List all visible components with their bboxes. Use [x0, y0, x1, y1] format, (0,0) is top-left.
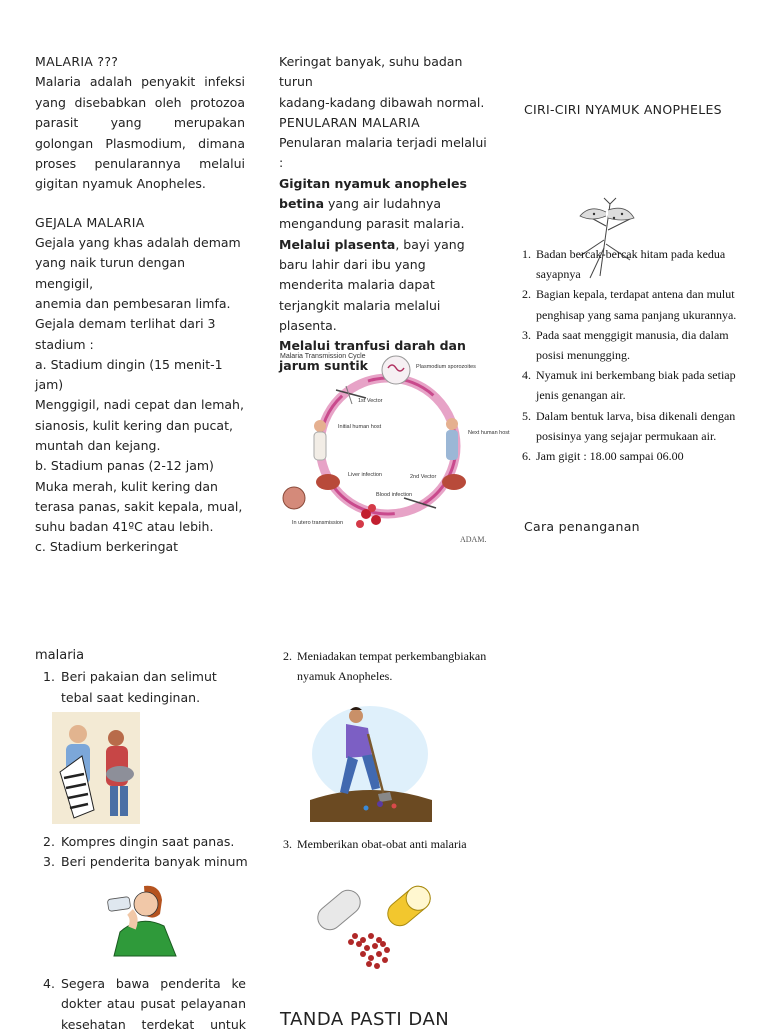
item-number: 1.: [43, 669, 55, 685]
item-text: Badan bercak-bercak hitam pada kedua sayapnya: [536, 247, 726, 282]
page2-mid-item3: [283, 834, 493, 854]
list-item: [43, 667, 245, 708]
item-number: 2.: [522, 287, 531, 302]
tanda-heading: [280, 1008, 500, 1032]
item-text: Beri penderita banyak minum: [61, 854, 248, 870]
item-number: 4.: [43, 976, 55, 991]
initial-host-icon: [314, 420, 326, 460]
next-host-label: Next human host: [468, 430, 510, 436]
drinking-illustration: [100, 882, 180, 958]
plasmodium-label: Plasmodium sporozoites: [416, 364, 476, 370]
item4-line: kesehatan terdekat untuk: [61, 1016, 246, 1032]
gigitan-text: [279, 174, 489, 235]
cara-title: Cara penanganan: [524, 519, 640, 534]
shivering-illustration: [52, 712, 140, 824]
drinking-man-icon: [100, 882, 180, 958]
malaria-word: malaria: [35, 648, 85, 663]
pills-illustration: [305, 878, 439, 972]
ciri-title: CIRI-CIRI NYAMUK ANOPHELES: [524, 102, 722, 117]
gejala-line: terasa panas, sakit kepala, mual,: [35, 498, 243, 514]
list-item: [522, 406, 744, 446]
item-number: 3.: [283, 837, 292, 851]
item-number: 5.: [522, 408, 531, 423]
item-number: 3.: [43, 854, 55, 870]
column-left: [35, 52, 245, 558]
cara-penanganan: [524, 517, 640, 537]
list-item: [283, 646, 493, 686]
gejala-line: yang naik turun dengan mengigil,: [35, 255, 185, 291]
gejala-title: GEJALA MALARIA: [35, 214, 145, 230]
vector1-label: 1st Vector: [358, 398, 383, 404]
gejala-line: stadium :: [35, 336, 94, 352]
item-number: 2.: [283, 649, 292, 663]
item-text: Beri pakaian dan selimut tebal saat kedinginan.: [61, 669, 217, 705]
gejala-line: c. Stadium berkeringat: [35, 539, 179, 555]
liver-left-icon: [316, 474, 340, 490]
gejala-line: sianosis, kulit kering dan pucat,: [35, 417, 233, 433]
list-item: [43, 832, 253, 852]
penularan-intro: Penularan malaria terjadi melalui :: [279, 135, 487, 171]
liver-right-icon: [442, 474, 466, 490]
adam-brand: ADAM.: [460, 535, 487, 544]
item-text: Nyamuk ini berkembang biak pada setiap jenis genangan air.: [536, 368, 736, 403]
transmission-cycle-svg: [276, 342, 510, 544]
column-right: [524, 100, 744, 120]
item-number: 1.: [522, 247, 531, 261]
keringat-line: Keringat banyak, suhu badan turun: [279, 54, 463, 90]
page2-item4: [43, 974, 246, 1035]
ciri-list: [522, 244, 744, 466]
gejala-line: Gejala demam terlihat dari 3: [35, 316, 216, 332]
item-text: Pada saat menggigit manusia, dia dalam posisi menungging.: [536, 327, 729, 363]
list-item: [522, 244, 744, 284]
plasmodium-icon: [382, 356, 410, 384]
gigitan-bold: Gigitan nyamuk anopheles betina: [279, 175, 467, 212]
item-text: Jam gigit : 18.00 sampai 06.00: [536, 449, 684, 464]
item4-line: Segera bawa penderita ke: [61, 976, 246, 991]
gigitan-rest: yang air ludahnya mengandung parasit malaria.: [279, 196, 465, 232]
column-middle: [279, 52, 489, 377]
list-item: [43, 852, 253, 872]
list-item: [283, 834, 493, 854]
capsule-pills-icon: [305, 878, 439, 972]
item-number: 3.: [522, 327, 531, 342]
item-text: Kompres dingin saat panas.: [61, 834, 235, 849]
item-number: 2.: [43, 834, 55, 849]
tanda-title: TANDA PASTI DAN: [280, 1009, 450, 1030]
plasenta-bold: Melalui plasenta: [279, 236, 396, 252]
list-item: [522, 284, 744, 324]
diagram-title: Malaria Transmission Cycle: [280, 353, 366, 360]
initial-host-label: Initial human host: [338, 424, 382, 430]
page2-left-list2: [43, 832, 253, 873]
plasenta-text: [279, 235, 489, 336]
gejala-text: [35, 233, 245, 558]
gejala-line: suhu badan 41ºC atau lebih.: [35, 519, 214, 535]
gejala-line: a. Stadium dingin (15 menit-1 jam): [35, 356, 223, 393]
penularan-title: PENULARAN MALARIA: [279, 114, 420, 130]
next-host-icon: [446, 418, 458, 460]
list-item: [43, 974, 246, 1035]
item-number: 6.: [522, 449, 531, 464]
item-number: 4.: [522, 368, 531, 383]
gejala-line: Muka merah, kulit kering dan: [35, 478, 218, 494]
gejala-line: Menggigil, nadi cepat dan lemah,: [35, 397, 244, 413]
malaria-intro: Malaria adalah penyakit infeksi yang disebabkan oleh protozoa parasit yang merupakan golongan Plasmodium, dimana proses penularannya melalui gigitan nyamuk Anopheles.: [35, 74, 245, 192]
page2-mid-item2: [283, 646, 493, 686]
malaria-title: MALARIA ???: [35, 54, 119, 69]
list-item: [522, 446, 744, 466]
blood-label: Blood infection: [376, 492, 413, 498]
digging-illustration: [310, 704, 432, 822]
gejala-line: anemia dan pembesaran limfa.: [35, 295, 231, 311]
gejala-line: muntah dan kejang.: [35, 438, 161, 453]
list-item: [522, 365, 744, 405]
keringat-line: kadang-kadang dibawah normal.: [279, 94, 485, 110]
tranfusi-text: Melalui tranfusi darah dan jarum suntik: [279, 338, 466, 374]
item-text: Bagian kepala, terdapat antena dan mulut penghisap yang sama panjang ukurannya.: [536, 287, 737, 322]
transmission-diagram: [276, 342, 510, 544]
fetus-icon: [283, 487, 305, 509]
shivering-people-icon: [52, 712, 140, 824]
utero-label: In utero transmission: [292, 520, 344, 526]
gejala-line: b. Stadium panas (2-12 jam): [35, 458, 214, 474]
item-text: Meniadakan tempat perkembangbiakan nyamuk Anopheles.: [297, 649, 487, 684]
vector2-label: 2nd Vector: [410, 474, 437, 480]
digging-man-icon: [310, 704, 432, 822]
page2-left: [35, 646, 245, 708]
gejala-line: Gejala yang khas adalah demam: [35, 235, 241, 251]
item4-line: dokter atau pusat pelayanan: [61, 996, 246, 1012]
plasenta-rest: , bayi yang baru lahir dari ibu yang menderita malaria dapat terjangkit malaria melalui plasenta.: [279, 236, 465, 333]
item-text: Dalam bentuk larva, bisa dikenali dengan posisinya yang sejajar permukaan air.: [536, 408, 736, 443]
item-text: Memberikan obat-obat anti malaria: [297, 837, 467, 851]
liver-label: Liver infection: [348, 472, 382, 478]
list-item: [522, 325, 744, 365]
